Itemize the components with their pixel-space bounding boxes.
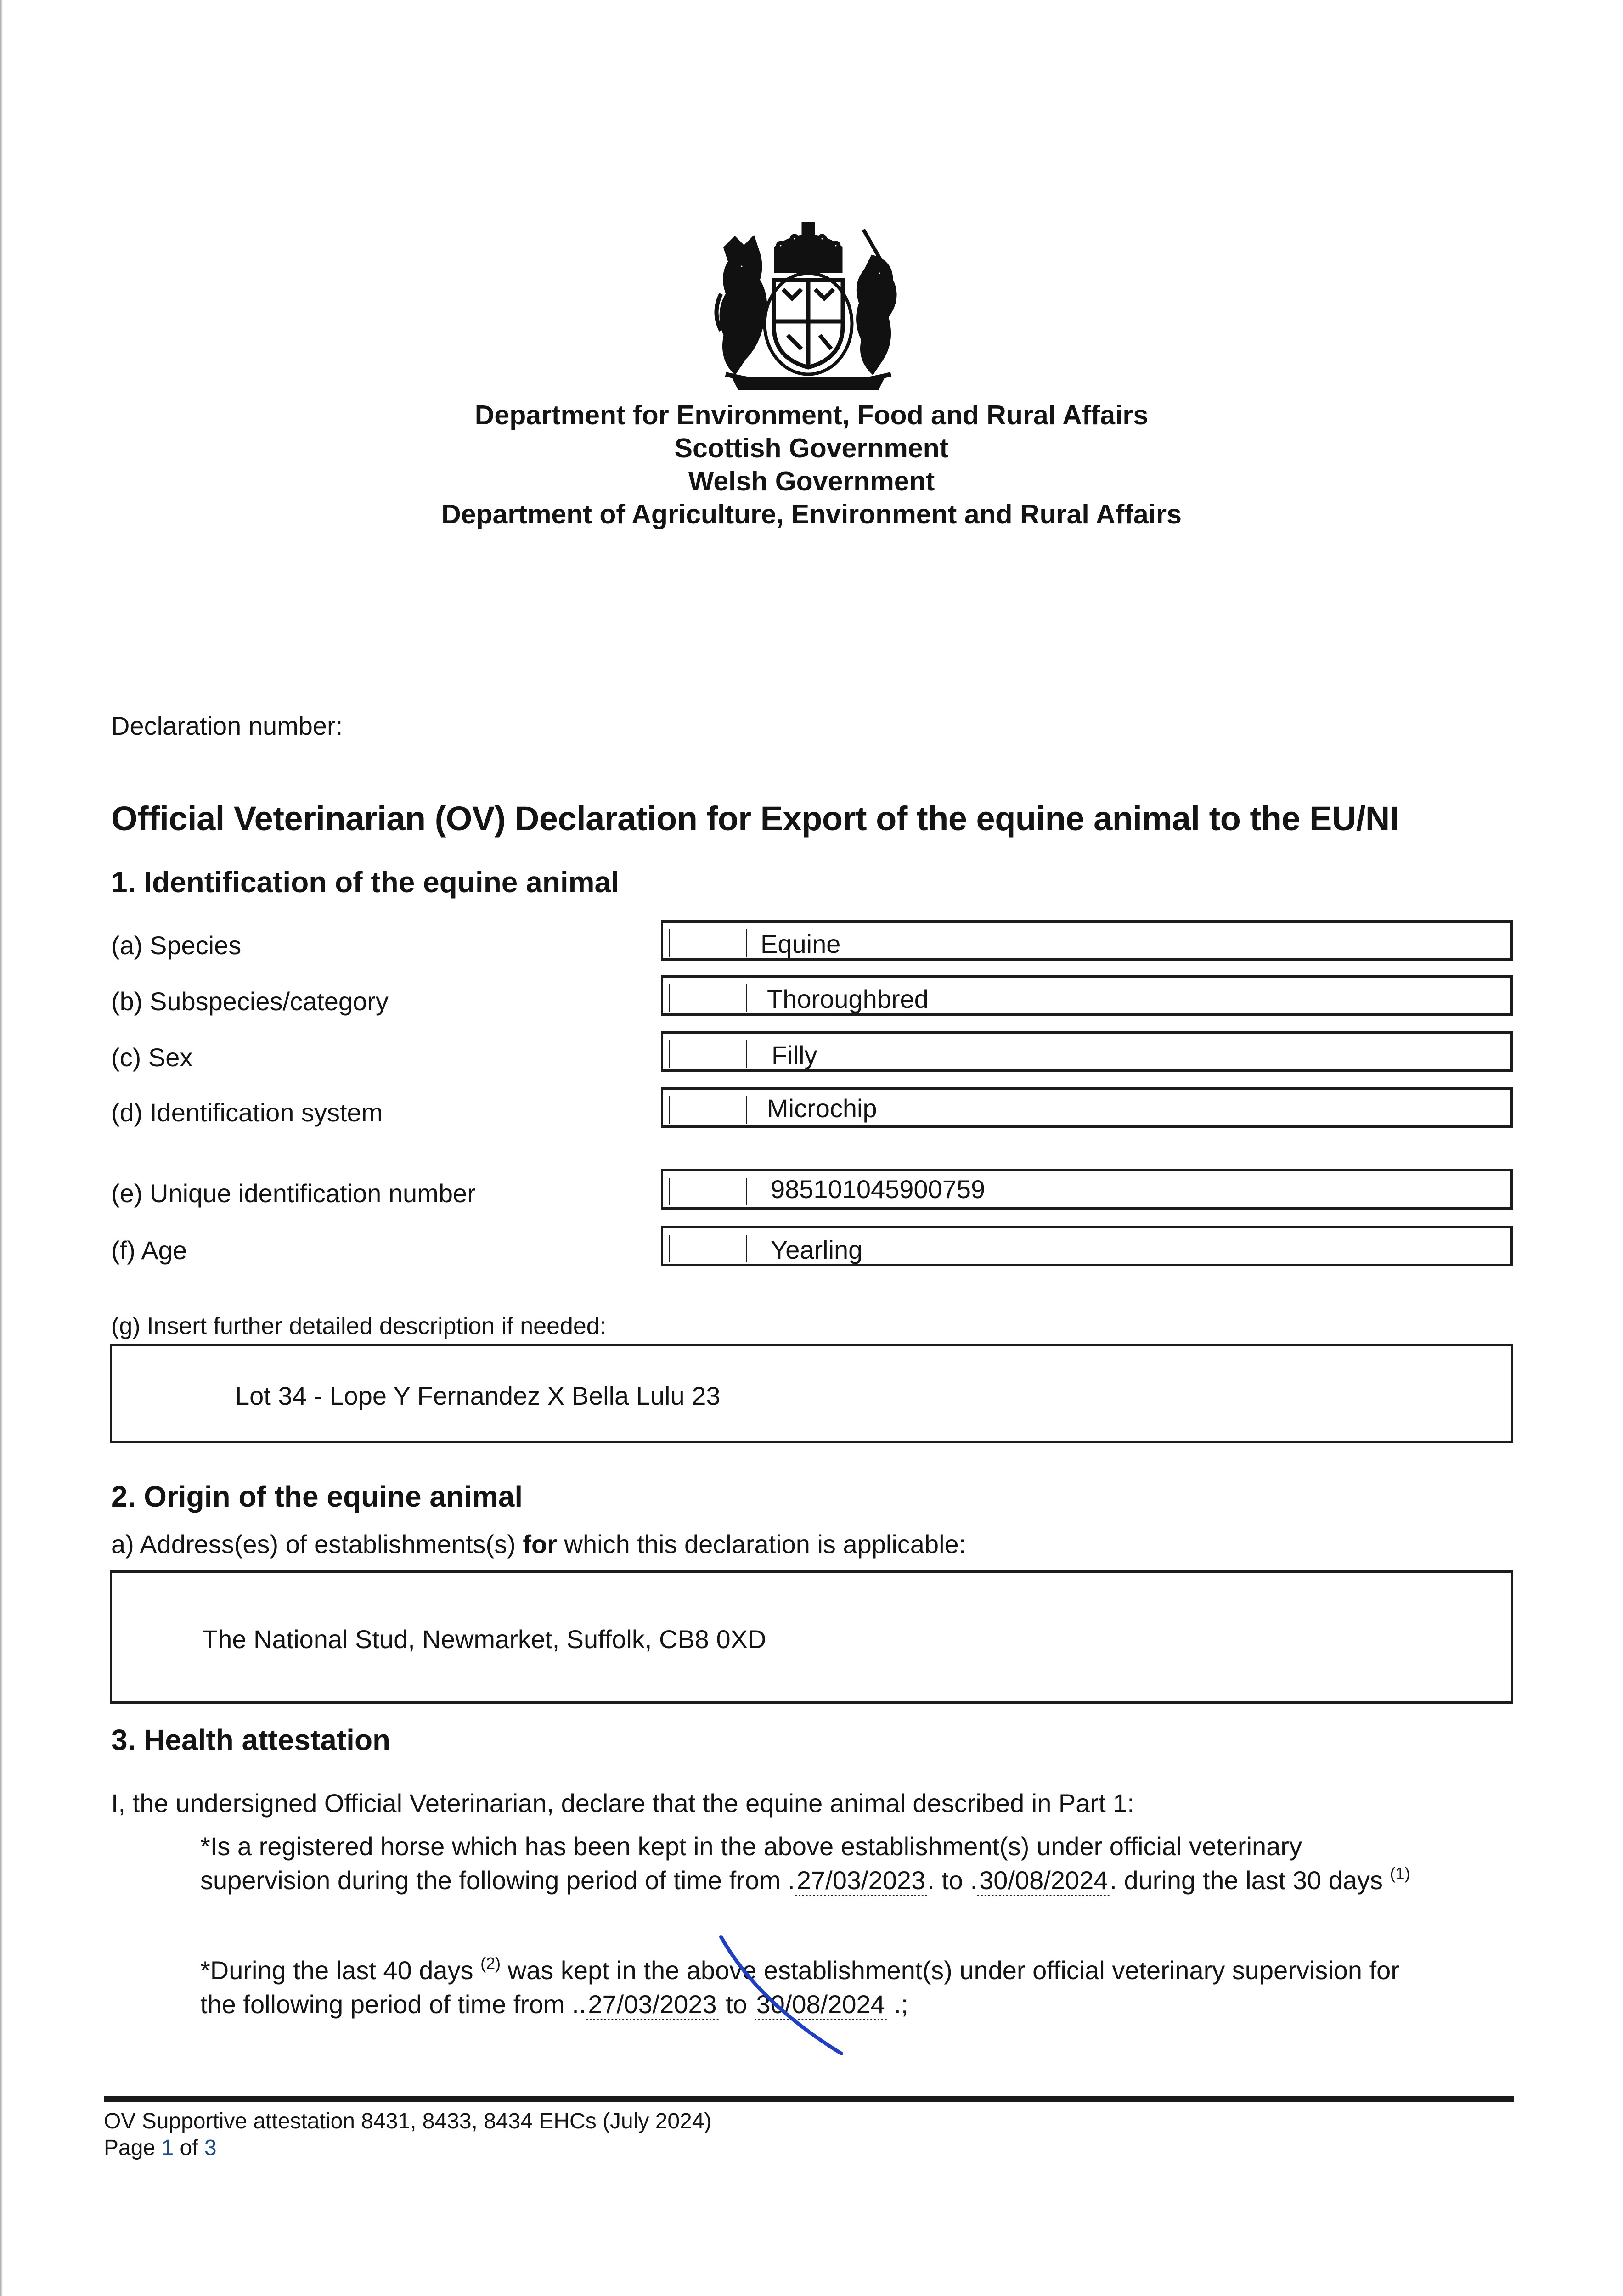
subspecies-value: Thoroughbred xyxy=(767,985,929,1013)
field-divider xyxy=(669,1235,670,1262)
option-1-text: . during the last 30 days xyxy=(1110,1866,1390,1895)
field-divider xyxy=(746,929,747,957)
option-2-to-date[interactable]: 30/08/2024 xyxy=(755,1990,887,2020)
option-2-text: to xyxy=(718,1990,755,2019)
handwritten-strike-mark-icon xyxy=(716,1933,863,2057)
field-divider xyxy=(669,929,670,957)
option-1-line-2 xyxy=(200,1863,1410,1897)
identification-system-value: Microchip xyxy=(767,1094,877,1123)
org-scottish-government: Scottish Government xyxy=(674,433,949,463)
field-divider xyxy=(746,1178,747,1205)
section-2-heading: 2. Origin of the equine animal xyxy=(111,1480,523,1513)
section-3-heading: 3. Health attestation xyxy=(111,1723,391,1756)
option-2-text: was kept in the above establishment(s) under official veterinary supervision for xyxy=(501,1956,1399,1985)
field-divider xyxy=(746,1235,747,1262)
attestation-option-1 xyxy=(200,1829,1410,1897)
section-1-heading: 1. Identification of the equine animal xyxy=(111,866,619,899)
field-divider xyxy=(669,1040,670,1068)
field-divider xyxy=(669,984,670,1012)
address-label-text: which this declaration is applicable: xyxy=(557,1530,966,1559)
option-2-from-date[interactable]: 27/03/2023 xyxy=(586,1990,718,2020)
page-title: Official Veterinarian (OV) Declaration for Export of the equine animal to the EU/NI xyxy=(111,799,1399,838)
declaration-number-label: Declaration number: xyxy=(111,711,343,740)
page-current: 1 xyxy=(161,2136,174,2160)
species-label: (a) Species xyxy=(111,931,242,960)
option-1-from-date[interactable]: 27/03/2023 xyxy=(795,1866,927,1896)
age-field[interactable] xyxy=(661,1226,1513,1266)
footnote-1: (1) xyxy=(1390,1864,1410,1883)
field-divider xyxy=(746,984,747,1012)
subspecies-label: (b) Subspecies/category xyxy=(111,987,389,1016)
field-divider xyxy=(669,1178,670,1205)
footer-page-indicator xyxy=(104,2135,217,2161)
sex-label: (c) Sex xyxy=(111,1043,193,1072)
option-1-to-date[interactable]: 30/08/2024 xyxy=(977,1866,1110,1896)
subspecies-field[interactable] xyxy=(661,975,1513,1016)
sex-field[interactable] xyxy=(661,1031,1513,1072)
footer-divider xyxy=(104,2096,1514,2102)
org-welsh-government: Welsh Government xyxy=(688,466,935,496)
option-2-text: *During the last 40 days xyxy=(200,1956,481,1985)
address-label-bold: for xyxy=(523,1530,557,1559)
unique-id-label: (e) Unique identification number xyxy=(111,1179,476,1208)
description-value: Lot 34 - Lope Y Fernandez X Bella Lulu 23 xyxy=(235,1381,721,1410)
page-total: 3 xyxy=(204,2136,217,2160)
attestation-intro: I, the undersigned Official Veterinarian, declare that the equine animal described in Part 1: xyxy=(111,1789,1134,1818)
address-label xyxy=(111,1529,966,1559)
description-label: (g) Insert further detailed description if needed: xyxy=(111,1313,607,1339)
address-label-text: a) Address(es) of establishments(s) xyxy=(111,1530,523,1559)
unique-id-field[interactable] xyxy=(661,1169,1513,1210)
org-defra: Department for Environment, Food and Rural Affairs xyxy=(474,400,1149,430)
option-1-text: supervision during the following period of time from . xyxy=(200,1866,795,1895)
scan-edge-shadow xyxy=(0,0,3,2296)
option-1-text: . to . xyxy=(927,1866,978,1895)
age-label: (f) Age xyxy=(111,1236,187,1265)
page-word: Page xyxy=(104,2136,162,2160)
address-value: The National Stud, Newmarket, Suffolk, CB8 0XD xyxy=(202,1625,766,1654)
footer-reference: OV Supportive attestation 8431, 8433, 8434 EHCs (July 2024) xyxy=(104,2109,712,2133)
option-2-text: .; xyxy=(886,1990,908,2019)
unique-id-value: 985101045900759 xyxy=(771,1175,986,1204)
option-1-line-1: *Is a registered horse which has been kept in the above establishment(s) under official veterinary xyxy=(200,1832,1302,1861)
identification-system-label: (d) Identification system xyxy=(111,1098,383,1127)
field-divider xyxy=(669,1096,670,1124)
species-field[interactable] xyxy=(661,920,1513,961)
species-value: Equine xyxy=(761,929,841,958)
field-divider xyxy=(746,1096,747,1124)
issuing-organisations xyxy=(0,399,1623,531)
sex-value: Filly xyxy=(772,1041,817,1069)
option-2-text: the following period of time from .. xyxy=(200,1990,586,2019)
org-daera: Department of Agriculture, Environment and Rural Affairs xyxy=(441,499,1182,529)
declaration-number xyxy=(111,711,343,741)
address-field[interactable] xyxy=(110,1570,1513,1704)
identification-system-field[interactable] xyxy=(661,1087,1513,1128)
field-divider xyxy=(746,1040,747,1068)
royal-coat-of-arms-icon xyxy=(707,220,909,390)
footnote-2: (2) xyxy=(480,1954,501,1973)
page-of: of xyxy=(174,2136,204,2160)
description-field[interactable] xyxy=(110,1344,1513,1443)
age-value: Yearling xyxy=(771,1235,863,1264)
